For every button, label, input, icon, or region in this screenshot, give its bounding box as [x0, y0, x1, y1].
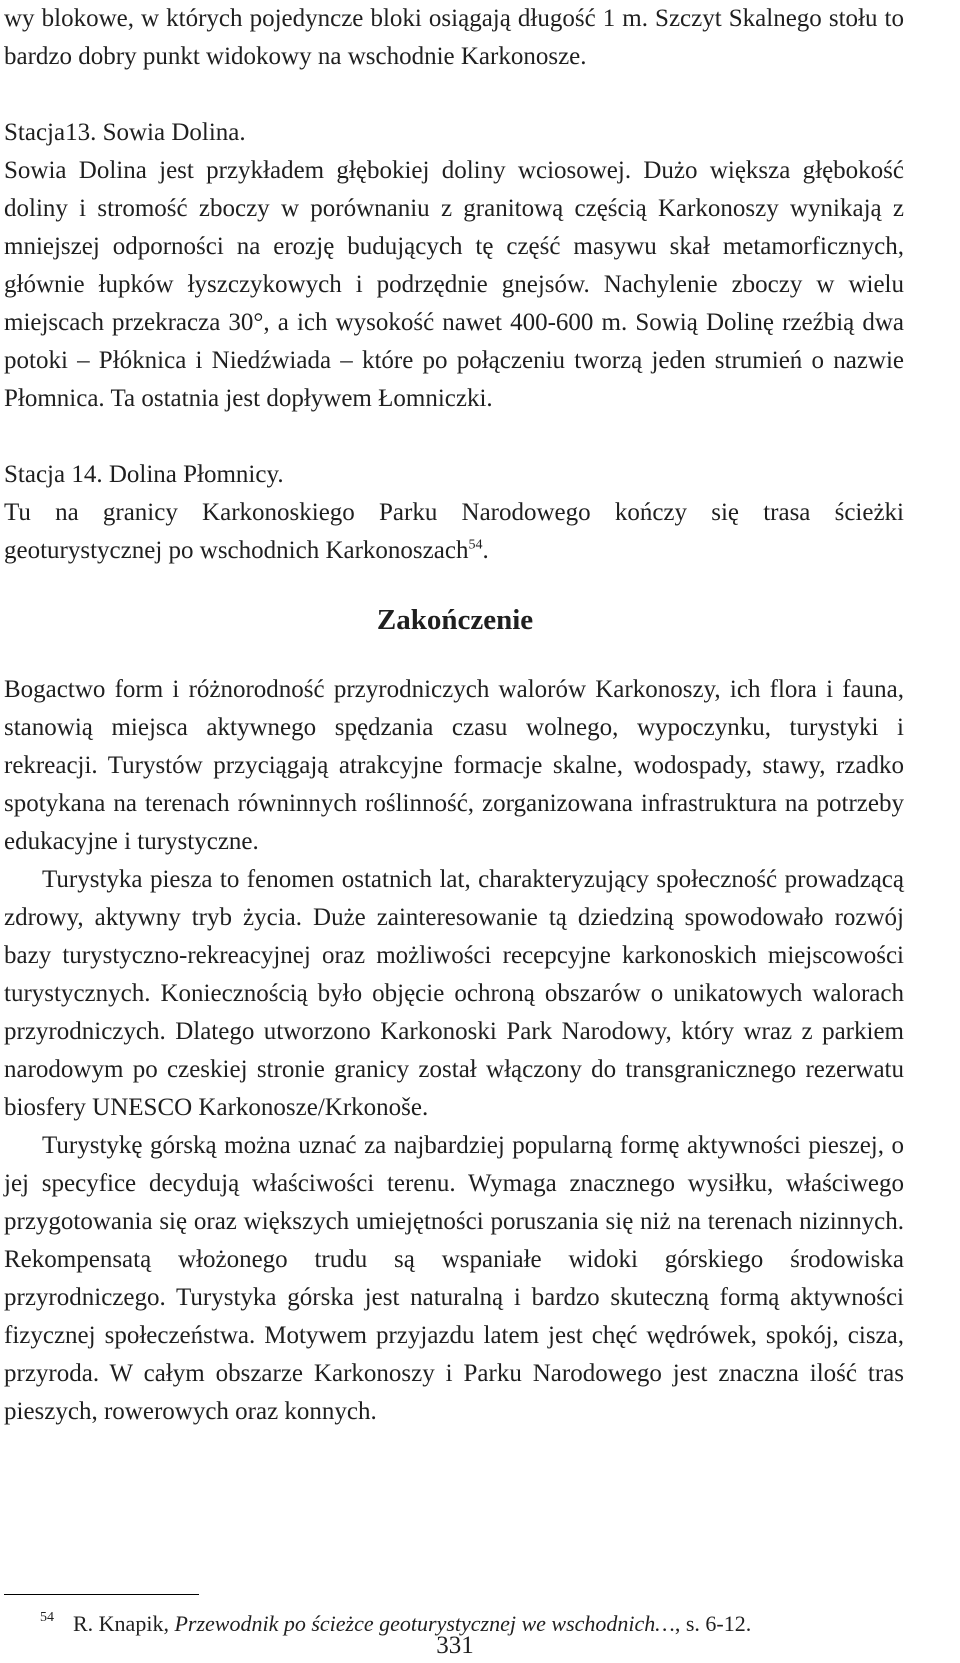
station-14-heading: Stacja 14. Dolina Płomnicy. — [4, 461, 284, 488]
station-13-paragraph: Sowia Dolina jest przykładem głębokiej doliny wciosowej. Dużo większa głębokość doliny i stromość zboczy w porównaniu z granitową częścią Karkonoszy wynikają z mniejszej odporności na erozję budujących tę część masywu skał metamorficznych, głównie łupków łyszczykowych i podrzędnie gnejsów. Nachylenie zboczy w wielu miejscach przekracza 30°, a ich wysokość nawet 400-600 m. Sowią Dolinę rzeźbią dwa potoki – Płóknica i Niedźwiada – które po połączeniu tworzą jeden strumień o nazwie Płomnica. Ta ostatnia jest dopływem Łomniczki. — [4, 157, 904, 412]
intro-paragraph: wy blokowe, w których pojedyncze bloki osiągają długość 1 m. Szczyt Skalnego stołu to bardzo dobry punkt widokowy na wschodnie Karkonosze. — [4, 5, 904, 70]
footnote-pages: , s. 6-12. — [674, 1611, 752, 1636]
conclusion-paragraph-2: Turystyka piesza to fenomen ostatnich lat, charakteryzujący społeczność prowadzącą zdrowy, aktywny tryb życia. Duże zainteresowanie tą dziedziną spowodowało rozwój bazy turystyczno-rekreacyjnej oraz możliwości recepcyjne karkonoskich miejscowości turystycznych. Koniecznością było objęcie ochroną obszarów o unikatowych walorach przyrodniczych. Dlatego utworzono Karkonoski Park Narodowy, który wraz z parkiem narodowym po czeskiej stronie granicy został włączony do transgranicznego rezerwatu biosfery UNESCO Karkonosze/Krkonoše. — [4, 866, 904, 1121]
chapter-title: Zakończenie — [376, 604, 534, 636]
footnote-reference: 54 — [468, 537, 483, 553]
page-number: 331 — [436, 1632, 474, 1659]
conclusion-paragraph-3: Turystykę górską można uznać za najbardziej popularną formę aktywności pieszej, o jej specyfice decydują właściwości terenu. Wymaga znacznego wysiłku, właściwego przygotowania się oraz większych umiejętności poruszania się niż na terenach nizinnych. Rekompensatą włożonego trudu są wspaniałe widoki górskiego środowiska przyrodniczego. Turystyka górska jest naturalną i bardzo skuteczną formą aktywności fizycznej społeczeństwa. Motywem przyjazdu latem jest chęć wędrówek, spokój, cisza, przyroda. W całym obszarze Karkonoszy i Parku Narodowego jest znaczna ilość tras pieszych, rowerowych oraz konnych. — [4, 1132, 904, 1425]
station-14-paragraph — [4, 494, 904, 570]
station-14-text: Tu na granicy Karkonoskiego Parku Narodowego kończy się trasa ścieżki geoturystycznej po wschodnich Karkonoszach — [4, 499, 904, 564]
station-13-heading: Stacja13. Sowia Dolina. — [4, 119, 246, 146]
top-text-block — [4, 0, 904, 570]
station-14-end: . — [482, 537, 489, 564]
footnote-title: Przewodnik po ścieżce geoturystycznej we wschodnich… — [174, 1611, 675, 1636]
blank-line — [4, 76, 904, 114]
blank-line — [4, 418, 904, 456]
conclusion-text-block — [4, 671, 904, 1431]
conclusion-paragraph-1: Bogactwo form i różnorodność przyrodniczych walorów Karkonoszy, ich flora i fauna, stanowią miejsca aktywnego spędzania czasu wolnego, wypoczynku, turystyki i rekreacji. Turystów przyciągają atrakcyjne formacje skalne, wodospady, stawy, rzadko spotykana na terenach równinnych roślinność, zorganizowana infrastruktura na potrzeby edukacyjne i turystyczne. — [4, 676, 904, 855]
footnote-author: R. Knapik, — [73, 1611, 169, 1636]
footnote-divider — [4, 1594, 199, 1595]
footnote-number: 54 — [40, 1610, 54, 1625]
